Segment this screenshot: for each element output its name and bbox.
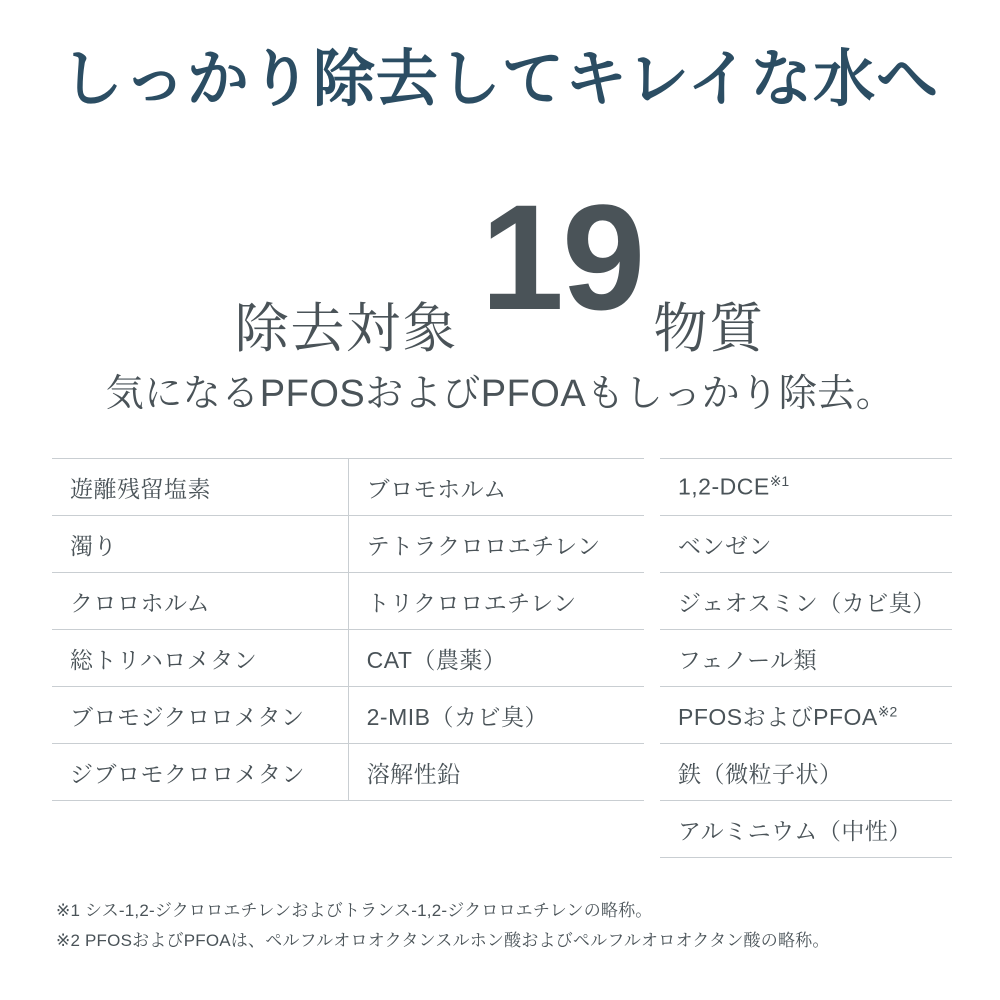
substances-table-right-body (660, 459, 952, 858)
substance-cell (660, 516, 952, 573)
removal-count-block (0, 173, 1000, 359)
substance-cell: 2-MIB（カビ臭） (348, 687, 644, 744)
substance-cell: 溶解性鉛 (348, 744, 644, 801)
substance-cell (660, 801, 952, 858)
substance-label: 鉄（微粒子状） (678, 760, 843, 787)
substance-cell: 濁り (52, 516, 348, 573)
table-row (660, 573, 952, 630)
substance-cell (660, 744, 952, 801)
substance-cell: 遊離残留塩素 (52, 459, 348, 516)
table-row (660, 801, 952, 858)
substance-cell: ブロモジクロロメタン (52, 687, 348, 744)
table-row (52, 744, 644, 801)
table-row (52, 687, 644, 744)
substance-cell: 総トリハロメタン (52, 630, 348, 687)
substance-cell: テトラクロロエチレン (348, 516, 644, 573)
substance-cell (660, 630, 952, 687)
substance-footnote-marker: ※1 (769, 473, 790, 490)
substance-cell (660, 459, 952, 516)
substance-label: フェノール類 (678, 646, 818, 673)
footnotes (56, 896, 956, 956)
substance-label: ベンゼン (678, 532, 772, 559)
lead-text: 気になるPFOSおよびPFOAもしっかり除去。 (105, 373, 895, 415)
table-row (660, 516, 952, 573)
table-row (660, 630, 952, 687)
substance-cell: CAT（農薬） (348, 630, 644, 687)
footnote-1: ※1 シス-1,2-ジクロロエチレンおよびトランス-1,2-ジクロロエチレンの略称。 (56, 901, 653, 920)
substances-table-left-body (52, 459, 644, 801)
footnote-2: ※2 PFOSおよびPFOAは、ペルフルオロオクタンスルホン酸およびペルフルオロオクタン酸の略称。 (56, 930, 830, 950)
substance-label: ジェオスミン（カビ臭） (678, 589, 936, 616)
substance-cell (660, 687, 952, 744)
table-row (660, 687, 952, 744)
substances-table-left (52, 458, 644, 801)
substance-cell (660, 573, 952, 630)
removal-count-number: 19 (480, 173, 644, 341)
substances-tables (52, 458, 952, 858)
substance-label: PFOSおよびPFOA (678, 703, 878, 730)
removal-count-prefix: 除去対象 (234, 299, 459, 359)
substance-label: アルミニウム（中性） (678, 817, 912, 844)
substance-cell: トリクロロエチレン (348, 573, 644, 630)
substances-table-right (660, 458, 952, 858)
page-title: しっかり除去してキレイな水へ (60, 45, 940, 114)
substance-cell: ジブロモクロロメタン (52, 744, 348, 801)
table-row (52, 630, 644, 687)
table-row (52, 516, 644, 573)
substance-cell: ブロモホルム (348, 459, 644, 516)
table-row (660, 459, 952, 516)
removal-count-suffix: 物質 (653, 299, 766, 359)
substance-cell: クロロホルム (52, 573, 348, 630)
table-row (52, 459, 644, 516)
table-row (660, 744, 952, 801)
table-row (52, 573, 644, 630)
substance-label: 1,2-DCE (678, 473, 770, 500)
substance-footnote-marker: ※2 (877, 702, 898, 719)
